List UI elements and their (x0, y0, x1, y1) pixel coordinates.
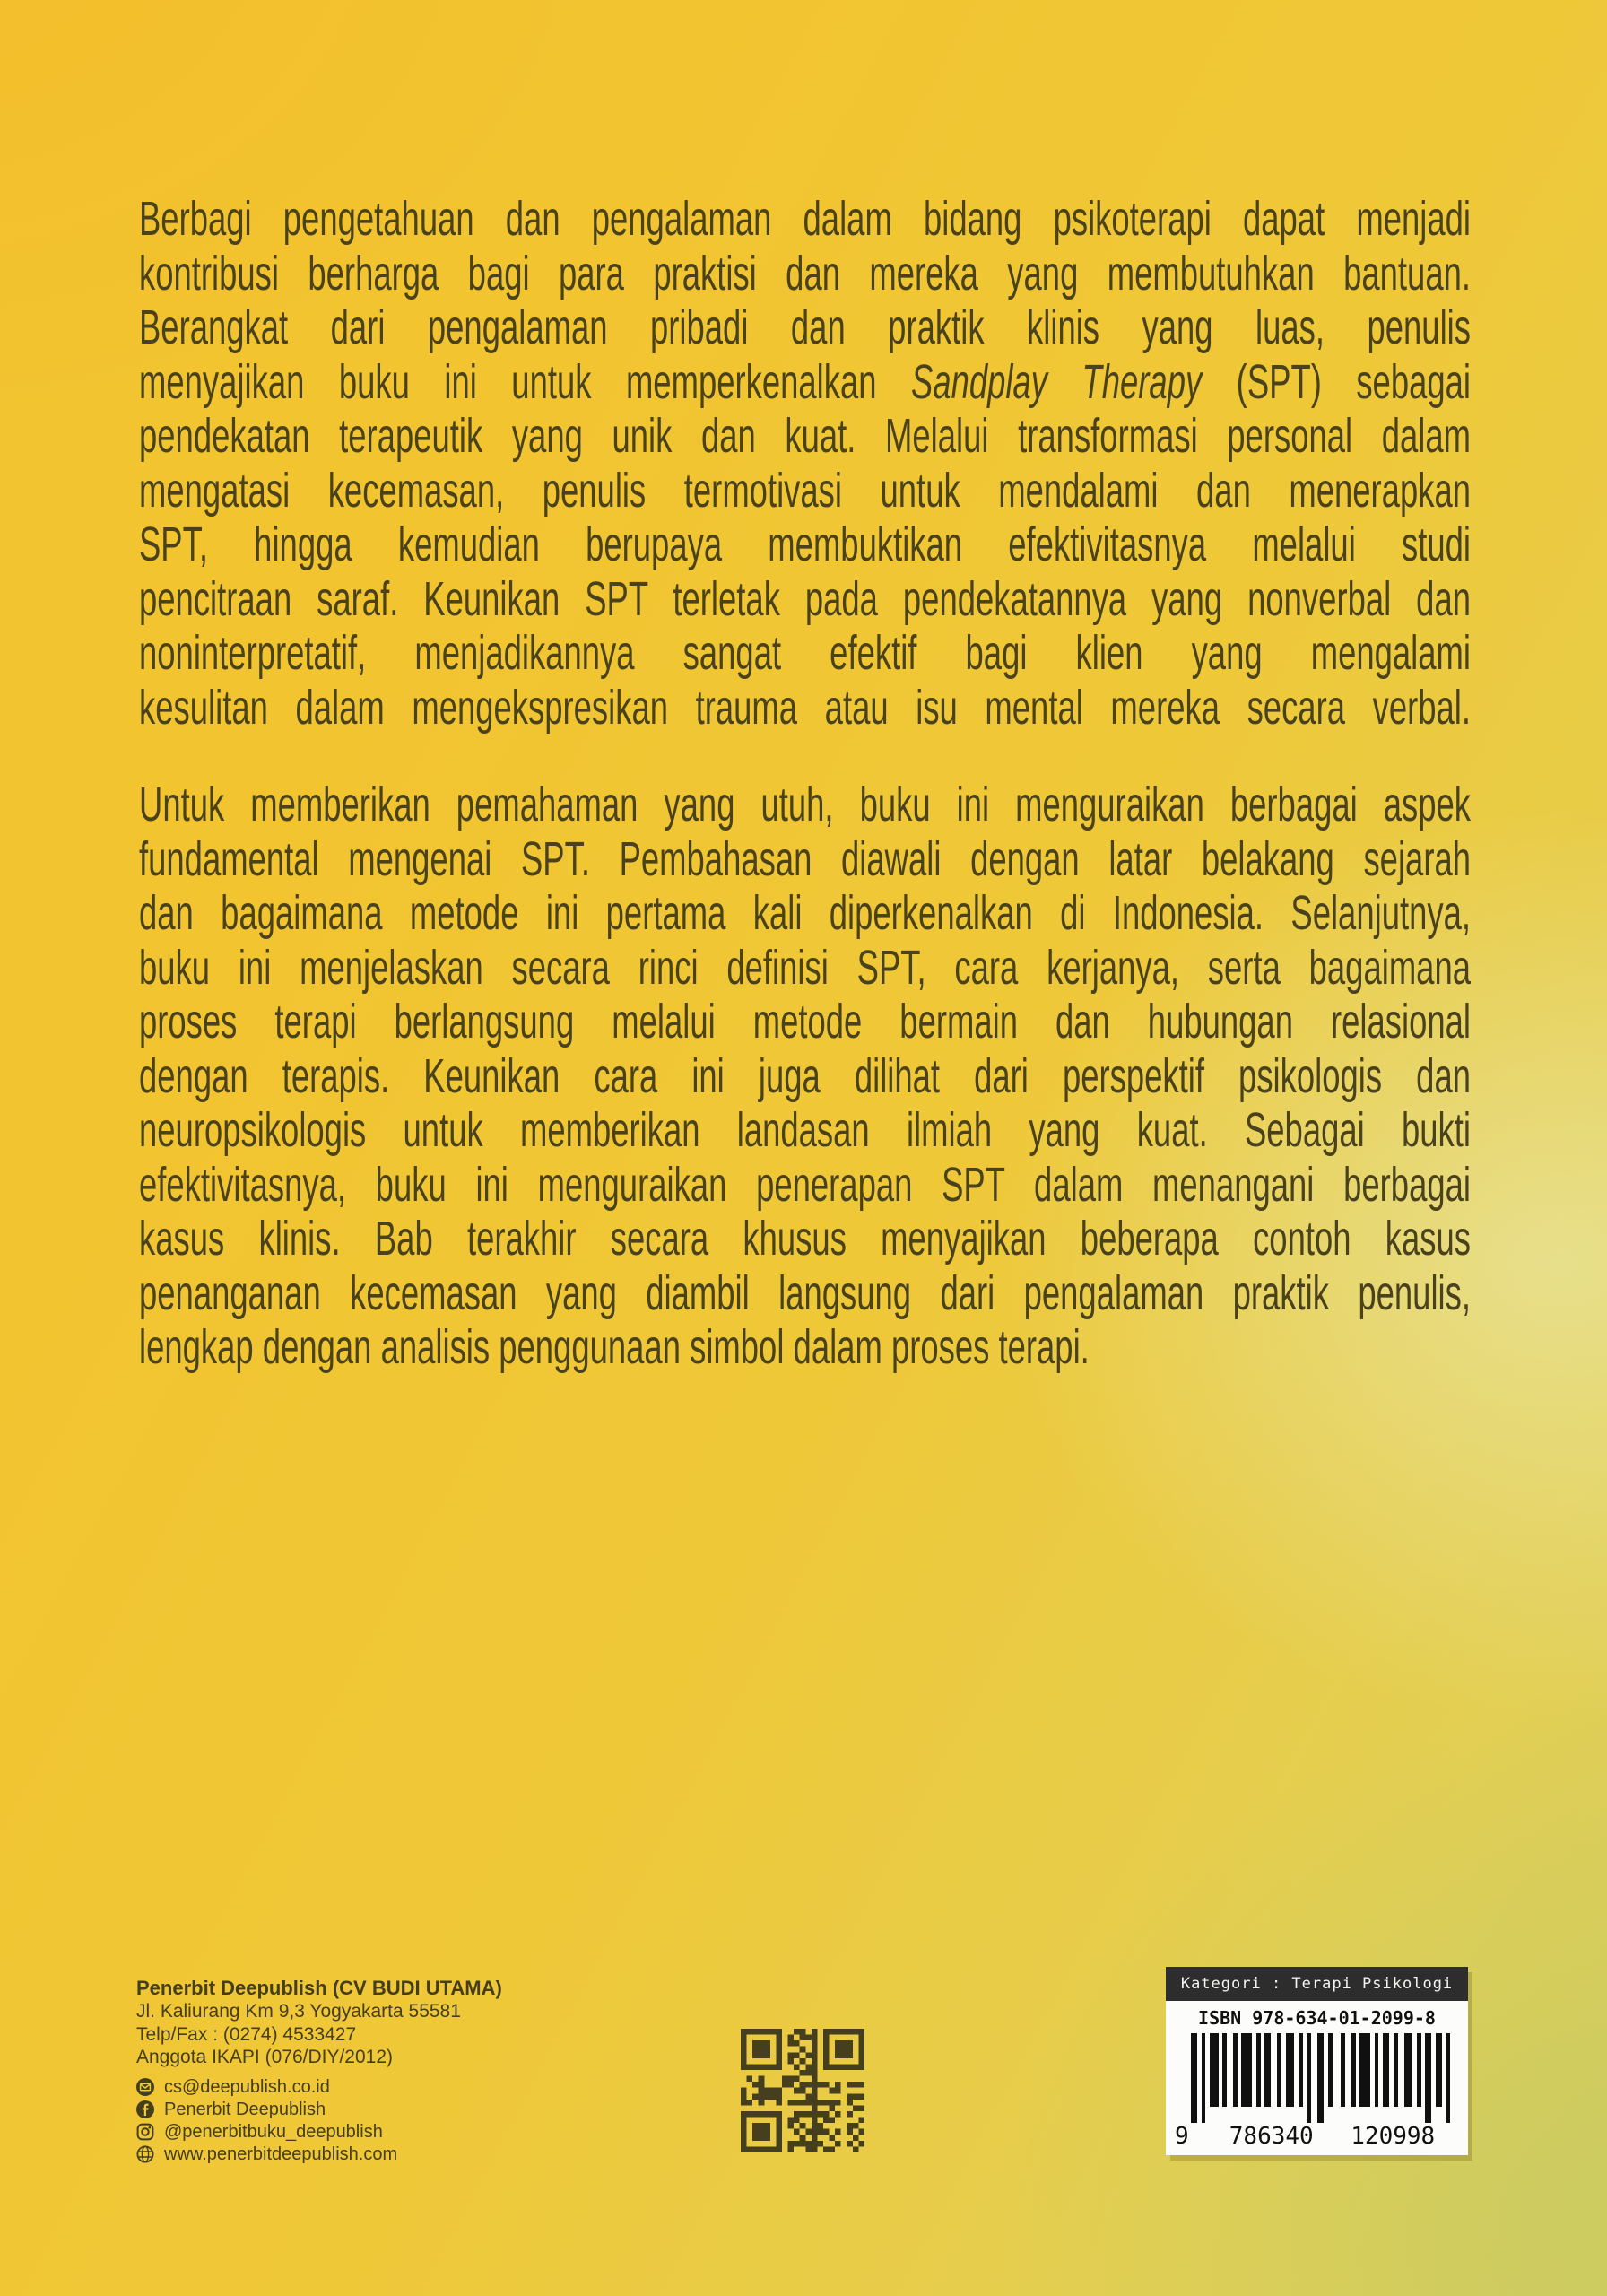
contact-row-facebook (136, 2099, 502, 2121)
barcode-digit-group: 786340 (1229, 2123, 1314, 2150)
italic-line-pre: menyajikan buku ini untuk memperkenalkan (139, 354, 912, 409)
facebook-icon (136, 2100, 154, 2118)
synopsis-line (139, 355, 1471, 410)
contact-row-website (136, 2144, 502, 2166)
italic-line-post: (SPT) sebagai (1202, 354, 1472, 409)
contact-label: @penerbitbuku_deepublish (164, 2121, 383, 2142)
synopsis-line: neuropsikologis untuk memberikan landasan ilmiah yang kuat. Sebagai bukti (139, 1103, 1471, 1157)
category-label: Kategori : Terapi Psikologi (1180, 1975, 1454, 1993)
publisher-phone: Telp/Fax : (0274) 4533427 (136, 2023, 357, 2045)
synopsis-line: proses terapi berlangsung melalui metode bermain dan hubungan relasional (139, 995, 1471, 1048)
barcode-digits (1173, 2123, 1454, 2150)
synopsis-line: kontribusi berharga bagi para praktisi dan mereka yang membutuhkan bantuan. (139, 246, 1471, 300)
publisher-name: Penerbit Deepublish (CV BUDI UTAMA) (136, 1977, 502, 1999)
synopsis-line: efektivitasnya, buku ini menguraikan penerapan SPT dalam menangani berbagai (139, 1157, 1471, 1212)
contact-row-instagram (136, 2121, 502, 2144)
contact-row-email (136, 2076, 502, 2099)
barcode-digit-group: 9 (1175, 2123, 1189, 2150)
publisher-address: Jl. Kaliurang Km 9,3 Yogyakarta 55581 (136, 2001, 461, 2022)
synopsis-line: mengatasi kecemasan, penulis termotivasi untuk mendalami dan menerapkan (139, 463, 1471, 517)
contact-label: cs@deepublish.co.id (164, 2076, 330, 2097)
contact-label: Penerbit Deepublish (164, 2099, 326, 2119)
synopsis-line: fundamental mengenai SPT. Pembahasan diawali dengan latar belakang sejarah (139, 831, 1471, 886)
barcode-digit-group: 120998 (1351, 2123, 1436, 2150)
synopsis-paragraph-1 (139, 192, 1471, 735)
synopsis-line: penanganan kecemasan yang diambil langsung dari pengalaman praktik penulis, (139, 1265, 1471, 1320)
publisher-membership: Anggota IKAPI (076/DIY/2012) (136, 2047, 394, 2067)
synopsis-line: noninterpretatif, menjadikannya sangat efektif bagi klien yang mengalami (139, 626, 1471, 680)
synopsis-line: kasus klinis. Bab terakhir secara khusus menyajikan beberapa contoh kasus (139, 1212, 1471, 1265)
synopsis-paragraph-2 (139, 778, 1471, 1375)
publisher-contacts (136, 2076, 502, 2166)
instagram-icon (136, 2123, 154, 2141)
book-title-italic: Sandplay Therapy (911, 354, 1203, 409)
synopsis-line: lengkap dengan analisis penggunaan simbol dalam proses terapi. (139, 1320, 1090, 1374)
synopsis-line: pendekatan terapeutik yang unik dan kuat. Melalui transformasi personal dalam (139, 409, 1471, 463)
synopsis-line: pencitraan saraf. Keunikan SPT terletak pada pendekatannya yang nonverbal dan (139, 571, 1471, 626)
synopsis-line: dan bagaimana metode ini pertama kali diperkenalkan di Indonesia. Selanjutnya, (139, 886, 1471, 940)
email-icon (136, 2078, 154, 2096)
synopsis-line: dengan terapis. Keunikan cara ini juga dilihat dari perspektif psikologis dan (139, 1048, 1471, 1103)
qr-code (741, 2029, 864, 2152)
synopsis-line: Untuk memberikan pemahaman yang utuh, buku ini menguraikan berbagai aspek (139, 778, 1471, 831)
category-bar (1166, 1967, 1468, 2001)
synopsis (139, 192, 1471, 1375)
publisher-block (136, 1977, 502, 2166)
synopsis-line: Berbagi pengetahuan dan pengalaman dalam bidang psikoterapi dapat menjadi (139, 192, 1471, 246)
synopsis-line: kesulitan dalam mengekspresikan trauma atau isu mental mereka secara verbal. (139, 680, 1471, 735)
synopsis-line: SPT, hingga kemudian berupaya membuktikan efektivitasnya melalui studi (139, 517, 1471, 571)
isbn-label: ISBN 978-634-01-2099-8 (1198, 2007, 1436, 2029)
synopsis-line: buku ini menjelaskan secara rinci definisi SPT, cara kerjanya, serta bagaimana (139, 940, 1471, 995)
isbn-box (1166, 1967, 1468, 2155)
contact-label: www.penerbitdeepublish.com (164, 2144, 398, 2164)
globe-icon (136, 2145, 154, 2163)
barcode-bars (1191, 2033, 1452, 2123)
synopsis-line: Berangkat dari pengalaman pribadi dan praktik klinis yang luas, penulis (139, 300, 1471, 354)
